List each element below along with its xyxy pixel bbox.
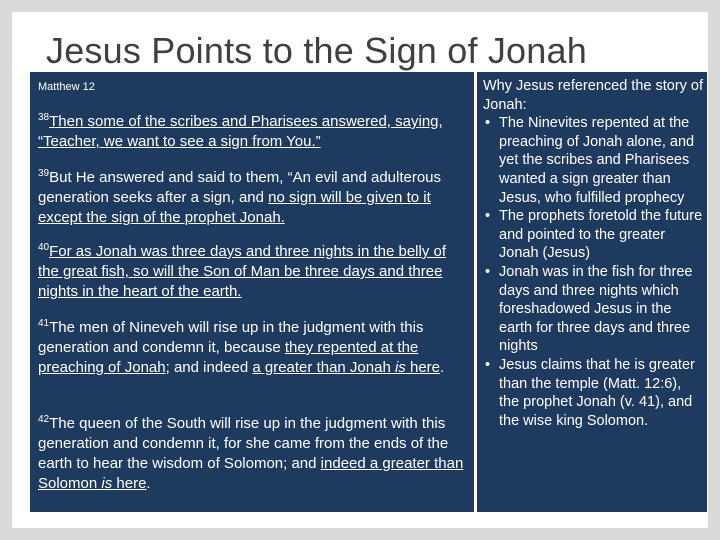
verse-text-underlined-italic: is [394, 359, 406, 376]
notes-list [483, 114, 703, 430]
verse-text-underlined-italic: is [101, 475, 113, 492]
list-item-text: The Ninevites repented at the preaching of Jonah alone, and yet the scribes and Pharisees wanted a sign greater than Jesus, who fulfilled prophecy [499, 115, 695, 206]
verse-text: ; and indeed [165, 359, 253, 376]
notes-content [483, 77, 703, 430]
list-item-text: The prophets foretold the future and pointed to the greater Jonah (Jesus) [499, 208, 703, 262]
verse-text: For as Jonah was three days and three nights in the belly of the great fish, so will the Son of Man be three days and three nights in the heart of the earth. [38, 243, 447, 300]
verse-text: The men of Nineveh will rise up in the judgment with this generation and condemn it, because [38, 319, 424, 356]
verse-39 [38, 168, 468, 228]
bullet-icon: • [485, 208, 491, 225]
verse-text: But He answered and said to them, “An evil and adulterous generation seeks after a sign, and [38, 169, 442, 206]
passage-reference: Matthew 12 [38, 81, 95, 93]
verse-number: 39 [38, 168, 50, 179]
verse-38 [38, 112, 468, 152]
verse-text-underlined: indeed a greater than Solomon [38, 455, 464, 492]
verse-number: 41 [38, 318, 50, 329]
notes-intro: Why Jesus referenced the story of Jonah: [483, 78, 704, 113]
bullet-icon: • [485, 356, 491, 373]
bullet-icon: • [485, 115, 491, 132]
list-item [483, 263, 703, 356]
scripture-panel [30, 72, 474, 512]
verse-41 [38, 318, 468, 378]
verse-text-underlined: no sign will be given to it except the sign of the prophet Jonah. [38, 189, 431, 226]
verse-number: 38 [38, 112, 50, 123]
verse-40 [38, 242, 468, 302]
verse-text-underlined: here [405, 359, 441, 376]
bullet-icon: • [485, 263, 491, 280]
list-item [483, 114, 703, 207]
list-item [483, 207, 703, 263]
verse-number: 40 [38, 242, 50, 253]
list-item-text: Jonah was in the fish for three days and three nights which foreshadowed Jesus in the earth for three days and three nights [499, 263, 693, 355]
verse-42 [38, 414, 468, 494]
verse-number: 42 [38, 414, 50, 425]
list-item-text: Jesus claims that he is greater than the temple (Matt. 12:6), the prophet Jonah (v. 41), and the wise king Solomon. [499, 356, 695, 429]
list-item [483, 356, 703, 430]
verse-text-underlined: here [112, 475, 147, 492]
slide-title: Jesus Points to the Sign of Jonah [46, 30, 587, 71]
verse-text: . [440, 359, 445, 376]
verse-text-underlined: they repented at the preaching of Jonah [38, 339, 419, 376]
verse-text: The queen of the South will rise up in the judgment with this generation and condemn it, for she came from the ends of the earth to hear the wisdom of Solomon; and [38, 415, 449, 472]
verse-text-underlined: a greater than Jonah [252, 359, 395, 376]
notes-panel [477, 72, 707, 512]
verse-text: Then some of the scribes and Pharisees answered, saying, “Teacher, we want to see a sign from You.” [38, 113, 443, 150]
verse-text: . [146, 475, 151, 492]
